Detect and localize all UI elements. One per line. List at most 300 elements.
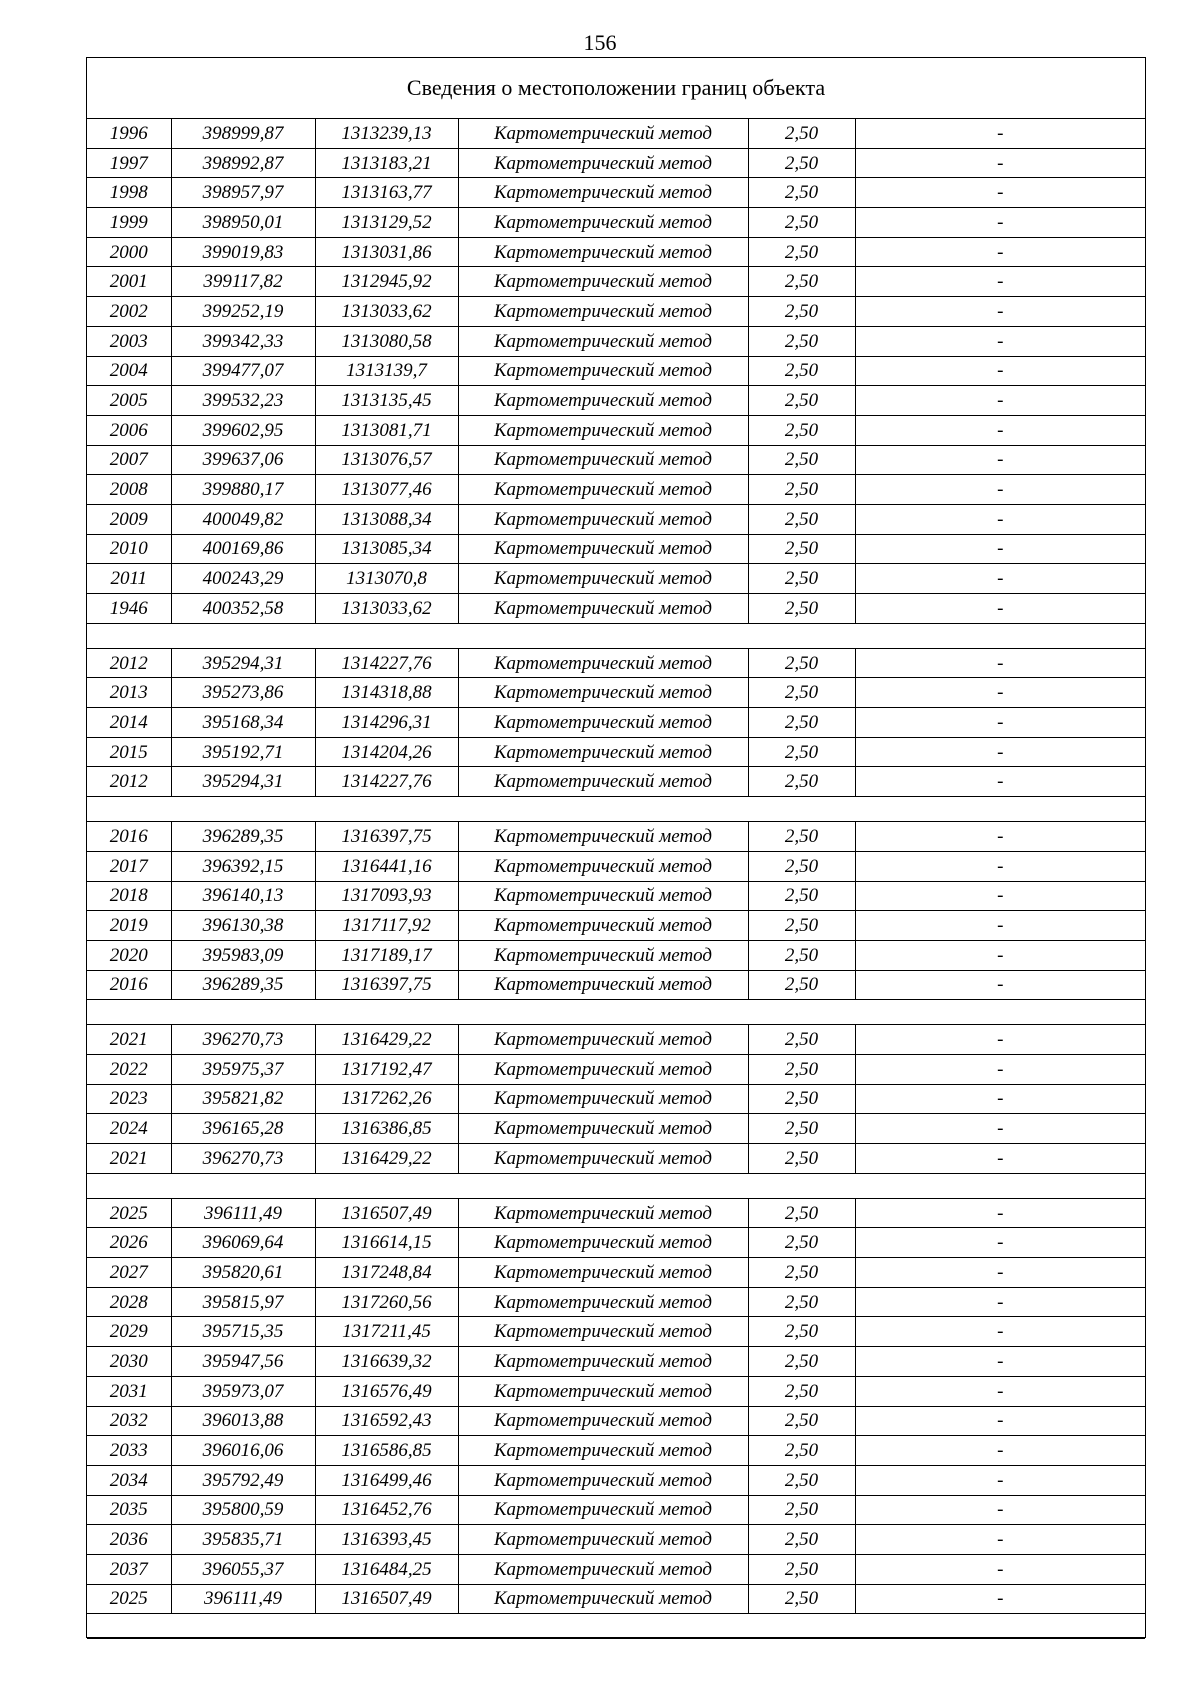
group-separator-row <box>87 623 1145 648</box>
table-row <box>87 504 1145 534</box>
table-row <box>87 415 1145 445</box>
method-cell: Картометрический метод <box>458 1525 748 1555</box>
point-number-cell: 2035 <box>87 1495 171 1525</box>
x-coordinate-cell: 398950,01 <box>171 208 315 238</box>
table-row <box>87 119 1145 148</box>
x-coordinate-cell: 395821,82 <box>171 1084 315 1114</box>
description-cell: - <box>855 1084 1145 1114</box>
x-coordinate-cell: 398999,87 <box>171 119 315 148</box>
group-separator-cell <box>87 797 1145 822</box>
y-coordinate-cell: 1316586,85 <box>315 1436 458 1466</box>
y-coordinate-cell: 1313033,62 <box>315 297 458 327</box>
x-coordinate-cell: 396055,37 <box>171 1554 315 1584</box>
point-number-cell: 2001 <box>87 267 171 297</box>
description-cell: - <box>855 445 1145 475</box>
y-coordinate-cell: 1316614,15 <box>315 1228 458 1258</box>
accuracy-cell: 2,50 <box>748 1376 855 1406</box>
method-cell: Картометрический метод <box>458 386 748 416</box>
description-cell: - <box>855 386 1145 416</box>
table-row <box>87 534 1145 564</box>
accuracy-cell: 2,50 <box>748 504 855 534</box>
x-coordinate-cell: 395983,09 <box>171 940 315 970</box>
x-coordinate-cell: 399637,06 <box>171 445 315 475</box>
y-coordinate-cell: 1316397,75 <box>315 822 458 852</box>
accuracy-cell: 2,50 <box>748 148 855 178</box>
method-cell: Картометрический метод <box>458 1406 748 1436</box>
y-coordinate-cell: 1313070,8 <box>315 564 458 594</box>
method-cell: Картометрический метод <box>458 178 748 208</box>
y-coordinate-cell: 1313139,7 <box>315 356 458 386</box>
group-separator-cell <box>87 1614 1145 1639</box>
table-row <box>87 851 1145 881</box>
x-coordinate-cell: 396111,49 <box>171 1198 315 1228</box>
method-cell: Картометрический метод <box>458 1347 748 1377</box>
x-coordinate-cell: 400352,58 <box>171 594 315 624</box>
group-separator-cell <box>87 1000 1145 1025</box>
x-coordinate-cell: 396165,28 <box>171 1114 315 1144</box>
y-coordinate-cell: 1313163,77 <box>315 178 458 208</box>
description-cell: - <box>855 911 1145 941</box>
point-number-cell: 2021 <box>87 1025 171 1055</box>
boundary-table-frame <box>86 57 1146 1638</box>
method-cell: Картометрический метод <box>458 148 748 178</box>
description-cell: - <box>855 178 1145 208</box>
point-number-cell: 2013 <box>87 678 171 708</box>
description-cell: - <box>855 297 1145 327</box>
point-number-cell: 2016 <box>87 822 171 852</box>
x-coordinate-cell: 396270,73 <box>171 1025 315 1055</box>
point-number-cell: 2004 <box>87 356 171 386</box>
y-coordinate-cell: 1316576,49 <box>315 1376 458 1406</box>
description-cell: - <box>855 1025 1145 1055</box>
x-coordinate-cell: 396013,88 <box>171 1406 315 1436</box>
x-coordinate-cell: 395800,59 <box>171 1495 315 1525</box>
accuracy-cell: 2,50 <box>748 356 855 386</box>
x-coordinate-cell: 395835,71 <box>171 1525 315 1555</box>
point-number-cell: 2012 <box>87 648 171 678</box>
x-coordinate-cell: 395294,31 <box>171 767 315 797</box>
table-row <box>87 648 1145 678</box>
x-coordinate-cell: 398992,87 <box>171 148 315 178</box>
method-cell: Картометрический метод <box>458 1084 748 1114</box>
description-cell: - <box>855 851 1145 881</box>
description-cell: - <box>855 415 1145 445</box>
method-cell: Картометрический метод <box>458 881 748 911</box>
point-number-cell: 2005 <box>87 386 171 416</box>
method-cell: Картометрический метод <box>458 940 748 970</box>
method-cell: Картометрический метод <box>458 119 748 148</box>
table-title: Сведения о местоположении границ объекта <box>87 58 1145 119</box>
method-cell: Картометрический метод <box>458 1584 748 1614</box>
table-row <box>87 1436 1145 1466</box>
method-cell: Картометрический метод <box>458 475 748 505</box>
description-cell: - <box>855 1525 1145 1555</box>
accuracy-cell: 2,50 <box>748 445 855 475</box>
accuracy-cell: 2,50 <box>748 1436 855 1466</box>
table-row <box>87 445 1145 475</box>
accuracy-cell: 2,50 <box>748 1025 855 1055</box>
method-cell: Картометрический метод <box>458 415 748 445</box>
x-coordinate-cell: 399477,07 <box>171 356 315 386</box>
y-coordinate-cell: 1313081,71 <box>315 415 458 445</box>
table-row <box>87 208 1145 238</box>
y-coordinate-cell: 1316393,45 <box>315 1525 458 1555</box>
x-coordinate-cell: 396289,35 <box>171 822 315 852</box>
y-coordinate-cell: 1314204,26 <box>315 737 458 767</box>
description-cell: - <box>855 970 1145 1000</box>
y-coordinate-cell: 1314318,88 <box>315 678 458 708</box>
accuracy-cell: 2,50 <box>748 237 855 267</box>
x-coordinate-cell: 395273,86 <box>171 678 315 708</box>
table-row <box>87 940 1145 970</box>
description-cell: - <box>855 119 1145 148</box>
x-coordinate-cell: 396270,73 <box>171 1144 315 1174</box>
method-cell: Картометрический метод <box>458 970 748 1000</box>
description-cell: - <box>855 148 1145 178</box>
accuracy-cell: 2,50 <box>748 822 855 852</box>
x-coordinate-cell: 399019,83 <box>171 237 315 267</box>
method-cell: Картометрический метод <box>458 1114 748 1144</box>
accuracy-cell: 2,50 <box>748 1465 855 1495</box>
y-coordinate-cell: 1316386,85 <box>315 1114 458 1144</box>
point-number-cell: 2016 <box>87 970 171 1000</box>
y-coordinate-cell: 1317248,84 <box>315 1258 458 1288</box>
description-cell: - <box>855 737 1145 767</box>
x-coordinate-cell: 399532,23 <box>171 386 315 416</box>
table-row <box>87 1465 1145 1495</box>
table-row <box>87 911 1145 941</box>
description-cell: - <box>855 1495 1145 1525</box>
method-cell: Картометрический метод <box>458 534 748 564</box>
description-cell: - <box>855 1347 1145 1377</box>
table-row <box>87 767 1145 797</box>
point-number-cell: 2002 <box>87 297 171 327</box>
method-cell: Картометрический метод <box>458 1228 748 1258</box>
group-separator-row <box>87 1173 1145 1198</box>
description-cell: - <box>855 1436 1145 1466</box>
y-coordinate-cell: 1317211,45 <box>315 1317 458 1347</box>
x-coordinate-cell: 399342,33 <box>171 326 315 356</box>
description-cell: - <box>855 1258 1145 1288</box>
table-row <box>87 267 1145 297</box>
y-coordinate-cell: 1316429,22 <box>315 1144 458 1174</box>
method-cell: Картометрический метод <box>458 326 748 356</box>
description-cell: - <box>855 475 1145 505</box>
point-number-cell: 2037 <box>87 1554 171 1584</box>
description-cell: - <box>855 564 1145 594</box>
method-cell: Картометрический метод <box>458 1495 748 1525</box>
accuracy-cell: 2,50 <box>748 1347 855 1377</box>
table-row <box>87 297 1145 327</box>
y-coordinate-cell: 1313129,52 <box>315 208 458 238</box>
x-coordinate-cell: 395975,37 <box>171 1054 315 1084</box>
accuracy-cell: 2,50 <box>748 1554 855 1584</box>
accuracy-cell: 2,50 <box>748 1525 855 1555</box>
point-number-cell: 2009 <box>87 504 171 534</box>
accuracy-cell: 2,50 <box>748 1198 855 1228</box>
x-coordinate-cell: 399880,17 <box>171 475 315 505</box>
point-number-cell: 2030 <box>87 1347 171 1377</box>
y-coordinate-cell: 1314227,76 <box>315 767 458 797</box>
x-coordinate-cell: 400169,86 <box>171 534 315 564</box>
group-separator-cell <box>87 1173 1145 1198</box>
y-coordinate-cell: 1313077,46 <box>315 475 458 505</box>
table-row <box>87 237 1145 267</box>
description-cell: - <box>855 881 1145 911</box>
y-coordinate-cell: 1313183,21 <box>315 148 458 178</box>
description-cell: - <box>855 594 1145 624</box>
accuracy-cell: 2,50 <box>748 119 855 148</box>
point-number-cell: 2026 <box>87 1228 171 1258</box>
x-coordinate-cell: 395815,97 <box>171 1287 315 1317</box>
point-number-cell: 2007 <box>87 445 171 475</box>
accuracy-cell: 2,50 <box>748 1258 855 1288</box>
point-number-cell: 2017 <box>87 851 171 881</box>
group-separator-row <box>87 1000 1145 1025</box>
point-number-cell: 2011 <box>87 564 171 594</box>
x-coordinate-cell: 395715,35 <box>171 1317 315 1347</box>
accuracy-cell: 2,50 <box>748 970 855 1000</box>
x-coordinate-cell: 400243,29 <box>171 564 315 594</box>
accuracy-cell: 2,50 <box>748 208 855 238</box>
point-number-cell: 2025 <box>87 1584 171 1614</box>
accuracy-cell: 2,50 <box>748 767 855 797</box>
table-row <box>87 1584 1145 1614</box>
table-row <box>87 1525 1145 1555</box>
point-number-cell: 2027 <box>87 1258 171 1288</box>
accuracy-cell: 2,50 <box>748 415 855 445</box>
y-coordinate-cell: 1313033,62 <box>315 594 458 624</box>
description-cell: - <box>855 1317 1145 1347</box>
accuracy-cell: 2,50 <box>748 297 855 327</box>
y-coordinate-cell: 1316639,32 <box>315 1347 458 1377</box>
table-row <box>87 1054 1145 1084</box>
table-row <box>87 1495 1145 1525</box>
accuracy-cell: 2,50 <box>748 594 855 624</box>
method-cell: Картометрический метод <box>458 1376 748 1406</box>
y-coordinate-cell: 1316441,16 <box>315 851 458 881</box>
table-row <box>87 1287 1145 1317</box>
y-coordinate-cell: 1313239,13 <box>315 119 458 148</box>
table-row <box>87 1317 1145 1347</box>
point-number-cell: 1997 <box>87 148 171 178</box>
table-row <box>87 1144 1145 1174</box>
point-number-cell: 2025 <box>87 1198 171 1228</box>
method-cell: Картометрический метод <box>458 678 748 708</box>
accuracy-cell: 2,50 <box>748 911 855 941</box>
accuracy-cell: 2,50 <box>748 678 855 708</box>
method-cell: Картометрический метод <box>458 564 748 594</box>
y-coordinate-cell: 1314227,76 <box>315 648 458 678</box>
y-coordinate-cell: 1317117,92 <box>315 911 458 941</box>
accuracy-cell: 2,50 <box>748 1144 855 1174</box>
description-cell: - <box>855 648 1145 678</box>
accuracy-cell: 2,50 <box>748 648 855 678</box>
point-number-cell: 1999 <box>87 208 171 238</box>
method-cell: Картометрический метод <box>458 445 748 475</box>
accuracy-cell: 2,50 <box>748 1228 855 1258</box>
y-coordinate-cell: 1313085,34 <box>315 534 458 564</box>
table-row <box>87 1347 1145 1377</box>
point-number-cell: 1996 <box>87 119 171 148</box>
x-coordinate-cell: 398957,97 <box>171 178 315 208</box>
accuracy-cell: 2,50 <box>748 1054 855 1084</box>
table-row <box>87 1228 1145 1258</box>
method-cell: Картометрический метод <box>458 237 748 267</box>
accuracy-cell: 2,50 <box>748 737 855 767</box>
table-row <box>87 678 1145 708</box>
point-number-cell: 2010 <box>87 534 171 564</box>
x-coordinate-cell: 395973,07 <box>171 1376 315 1406</box>
point-number-cell: 2008 <box>87 475 171 505</box>
method-cell: Картометрический метод <box>458 356 748 386</box>
accuracy-cell: 2,50 <box>748 534 855 564</box>
table-row <box>87 178 1145 208</box>
x-coordinate-cell: 395792,49 <box>171 1465 315 1495</box>
method-cell: Картометрический метод <box>458 1465 748 1495</box>
description-cell: - <box>855 1198 1145 1228</box>
x-coordinate-cell: 396111,49 <box>171 1584 315 1614</box>
x-coordinate-cell: 396130,38 <box>171 911 315 941</box>
y-coordinate-cell: 1313031,86 <box>315 237 458 267</box>
description-cell: - <box>855 237 1145 267</box>
accuracy-cell: 2,50 <box>748 851 855 881</box>
table-row <box>87 1376 1145 1406</box>
page-number: 156 <box>583 30 617 55</box>
table-row <box>87 356 1145 386</box>
accuracy-cell: 2,50 <box>748 267 855 297</box>
y-coordinate-cell: 1316484,25 <box>315 1554 458 1584</box>
accuracy-cell: 2,50 <box>748 1495 855 1525</box>
table-row <box>87 1258 1145 1288</box>
description-cell: - <box>855 534 1145 564</box>
point-number-cell: 2034 <box>87 1465 171 1495</box>
table-row <box>87 737 1145 767</box>
y-coordinate-cell: 1316507,49 <box>315 1198 458 1228</box>
method-cell: Картометрический метод <box>458 1258 748 1288</box>
y-coordinate-cell: 1317192,47 <box>315 1054 458 1084</box>
y-coordinate-cell: 1316592,43 <box>315 1406 458 1436</box>
description-cell: - <box>855 1114 1145 1144</box>
point-number-cell: 2000 <box>87 237 171 267</box>
description-cell: - <box>855 822 1145 852</box>
table-row <box>87 1406 1145 1436</box>
description-cell: - <box>855 1406 1145 1436</box>
point-number-cell: 2024 <box>87 1114 171 1144</box>
description-cell: - <box>855 1376 1145 1406</box>
accuracy-cell: 2,50 <box>748 1406 855 1436</box>
table-row <box>87 1554 1145 1584</box>
x-coordinate-cell: 399252,19 <box>171 297 315 327</box>
point-number-cell: 1946 <box>87 594 171 624</box>
point-number-cell: 2018 <box>87 881 171 911</box>
method-cell: Картометрический метод <box>458 767 748 797</box>
accuracy-cell: 2,50 <box>748 1084 855 1114</box>
y-coordinate-cell: 1314296,31 <box>315 708 458 738</box>
method-cell: Картометрический метод <box>458 297 748 327</box>
point-number-cell: 2031 <box>87 1376 171 1406</box>
method-cell: Картометрический метод <box>458 1287 748 1317</box>
description-cell: - <box>855 1144 1145 1174</box>
table-row <box>87 148 1145 178</box>
description-cell: - <box>855 678 1145 708</box>
group-separator-cell <box>87 623 1145 648</box>
x-coordinate-cell: 395947,56 <box>171 1347 315 1377</box>
table-row <box>87 881 1145 911</box>
method-cell: Картометрический метод <box>458 1144 748 1174</box>
y-coordinate-cell: 1317262,26 <box>315 1084 458 1114</box>
point-number-cell: 2006 <box>87 415 171 445</box>
method-cell: Картометрический метод <box>458 708 748 738</box>
description-cell: - <box>855 1465 1145 1495</box>
accuracy-cell: 2,50 <box>748 940 855 970</box>
point-number-cell: 2012 <box>87 767 171 797</box>
description-cell: - <box>855 1228 1145 1258</box>
description-cell: - <box>855 1054 1145 1084</box>
method-cell: Картометрический метод <box>458 1317 748 1347</box>
table-row <box>87 1198 1145 1228</box>
description-cell: - <box>855 504 1145 534</box>
description-cell: - <box>855 1584 1145 1614</box>
point-number-cell: 2028 <box>87 1287 171 1317</box>
x-coordinate-cell: 396069,64 <box>171 1228 315 1258</box>
method-cell: Картометрический метод <box>458 594 748 624</box>
description-cell: - <box>855 1554 1145 1584</box>
method-cell: Картометрический метод <box>458 822 748 852</box>
accuracy-cell: 2,50 <box>748 326 855 356</box>
point-number-cell: 2033 <box>87 1436 171 1466</box>
accuracy-cell: 2,50 <box>748 564 855 594</box>
table-row <box>87 1025 1145 1055</box>
table-row <box>87 970 1145 1000</box>
description-cell: - <box>855 356 1145 386</box>
method-cell: Картометрический метод <box>458 1436 748 1466</box>
method-cell: Картометрический метод <box>458 911 748 941</box>
y-coordinate-cell: 1317189,17 <box>315 940 458 970</box>
table-row <box>87 822 1145 852</box>
accuracy-cell: 2,50 <box>748 386 855 416</box>
method-cell: Картометрический метод <box>458 851 748 881</box>
point-number-cell: 2003 <box>87 326 171 356</box>
x-coordinate-cell: 396289,35 <box>171 970 315 1000</box>
accuracy-cell: 2,50 <box>748 1584 855 1614</box>
point-number-cell: 2021 <box>87 1144 171 1174</box>
y-coordinate-cell: 1313135,45 <box>315 386 458 416</box>
description-cell: - <box>855 767 1145 797</box>
y-coordinate-cell: 1317260,56 <box>315 1287 458 1317</box>
x-coordinate-cell: 395820,61 <box>171 1258 315 1288</box>
coordinates-table <box>87 119 1145 1639</box>
method-cell: Картометрический метод <box>458 1198 748 1228</box>
x-coordinate-cell: 395294,31 <box>171 648 315 678</box>
accuracy-cell: 2,50 <box>748 708 855 738</box>
x-coordinate-cell: 400049,82 <box>171 504 315 534</box>
description-cell: - <box>855 708 1145 738</box>
point-number-cell: 2022 <box>87 1054 171 1084</box>
table-row <box>87 475 1145 505</box>
method-cell: Картометрический метод <box>458 737 748 767</box>
accuracy-cell: 2,50 <box>748 178 855 208</box>
y-coordinate-cell: 1316397,75 <box>315 970 458 1000</box>
point-number-cell: 2015 <box>87 737 171 767</box>
table-row <box>87 594 1145 624</box>
x-coordinate-cell: 395192,71 <box>171 737 315 767</box>
method-cell: Картометрический метод <box>458 1054 748 1084</box>
table-row <box>87 564 1145 594</box>
point-number-cell: 2032 <box>87 1406 171 1436</box>
point-number-cell: 2020 <box>87 940 171 970</box>
table-row <box>87 1084 1145 1114</box>
